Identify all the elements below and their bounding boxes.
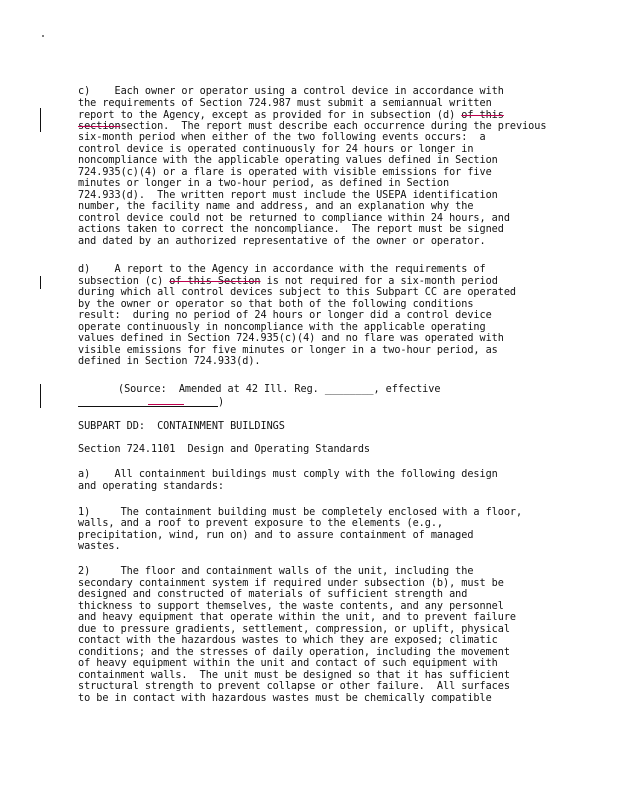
text-line: a) All containment buildings must comply with the following design [78,469,498,480]
struck-text: of this Section [169,276,261,287]
text-line: c) Each owner or operator using a control device in accordance with [78,86,504,97]
section-heading: Section 724.1101 Design and Operating Standards [78,444,371,455]
text-line: six-month period when either of the two following events occurs: a [78,132,486,143]
text-line: precipitation, wind, run on) and to assure containment of managed [78,530,474,541]
text-line: noncompliance with the applicable operating values defined in Section [78,155,498,166]
text-line: and operating standards: [78,481,225,492]
text-line: due to pressure gradients, settlement, compression, or uplift, physical [78,624,510,635]
text-line: contact with the hazardous wastes to which they are exposed; climatic [78,635,498,646]
text-line: 2) The floor and containment walls of the unit, including the [78,566,474,577]
text-line: wastes. [78,541,121,552]
change-bar [40,384,41,408]
text-fragment: is not required for a six-month period [260,276,498,287]
text-line: 724.933(d). The written report must include the USEPA identification [78,190,498,201]
text-line: 1) The containment building must be completely enclosed with a floor, [78,507,523,518]
change-bar [40,108,41,132]
struck-text: section [78,121,121,132]
struck-text: of this [461,110,504,121]
text-line: and heavy equipment that operate within the unit, and to prevent failure [78,612,517,623]
text-line: defined in Section 724.933(d). [78,356,261,367]
text-line: visible emissions for five minutes or longer in a two-hour period, as [78,345,498,356]
text-line: structural strength to prevent collapse or other failure. All surfaces [78,681,510,692]
scan-speck [42,35,44,37]
text-line: during which all control devices subject to this Subpart CC are operated [78,287,517,298]
text-line [78,121,546,132]
text-line: control device is operated continuously for 24 hours or longer in [78,144,474,155]
redline-underline [148,404,184,405]
text-line: secondary containment system if required under subsection (b), must be [78,578,504,589]
text-line: and dated by an authorized representative of the owner or operator. [78,236,486,247]
text-line: number, the facility name and address, and an explanation why the [78,201,474,212]
text-line: control device could not be returned to compliance within 24 hours, and [78,213,510,224]
text-line: operate continuously in noncompliance with the applicable operating [78,322,486,333]
text-line: result: during no period of 24 hours or longer did a control device [78,310,492,321]
text-line: thickness to support themselves, the waste contents, and any personnel [78,601,504,612]
text-fragment: subsection (c) [78,276,170,287]
text-line: walls, and a roof to prevent exposure to the elements (e.g., [78,518,444,529]
text-line: actions taken to correct the noncompliance. The report must be signed [78,224,504,235]
text-line: containment walls. The unit must be designed so that it has sufficient [78,670,510,681]
text-line: d) A report to the Agency in accordance with the requirements of [78,264,486,275]
text-line: designed and constructed of materials of sufficient strength and [78,589,468,600]
text-line: 724.935(c)(4) or a flare is operated with visible emissions for five [78,167,492,178]
text-line: by the owner or operator so that both of the following conditions [78,299,474,310]
text-line [78,110,504,121]
subpart-heading: SUBPART DD: CONTAINMENT BUILDINGS [78,421,285,432]
text-line [78,276,498,287]
blank-underline [78,406,218,407]
change-bar [40,276,41,289]
text-fragment: section. The report must describe each occurrence during the previous [120,121,547,132]
text-line: to be in contact with hazardous wastes must be chemically compatible [78,693,492,704]
source-close: ) [218,397,225,408]
text-fragment: report to the Agency, except as provided for in subsection (d) [78,110,462,121]
source-line: (Source: Amended at 42 Ill. Reg. ________, effective [118,384,441,395]
text-line: of heavy equipment within the unit and contact of such equipment with [78,658,498,669]
text-line: values defined in Section 724.935(c)(4) and no flare was operated with [78,333,504,344]
text-line: the requirements of Section 724.987 must submit a semiannual written [78,98,492,109]
text-line: minutes or longer in a two-hour period, as defined in Section [78,178,450,189]
text-line: conditions; and the stresses of daily operation, including the movement [78,647,510,658]
